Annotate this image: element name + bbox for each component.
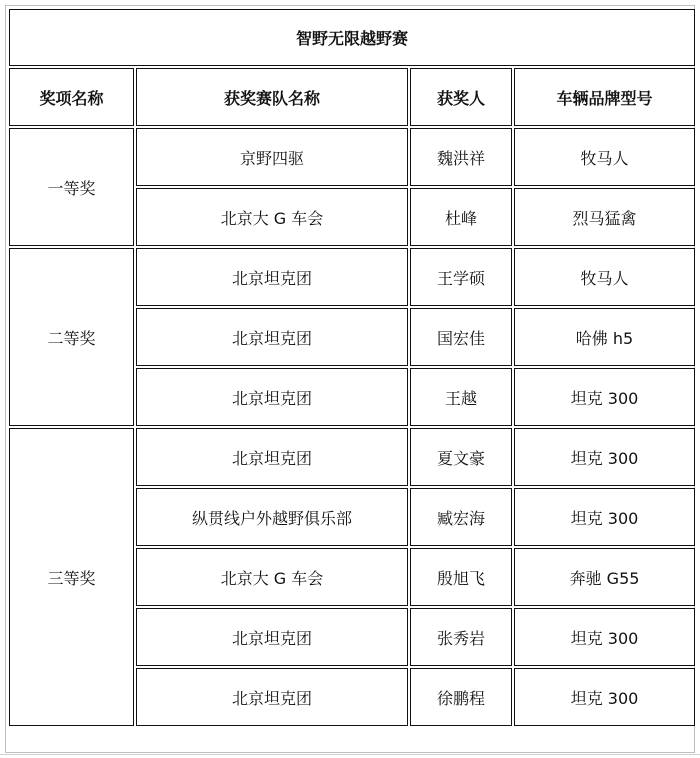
awards-table — [7, 7, 697, 728]
winner-cell: 臧宏海 — [410, 488, 512, 546]
team-cell: 北京坦克团 — [136, 248, 408, 306]
team-cell: 北京大 G 车会 — [136, 548, 408, 606]
award-name-third: 三等奖 — [9, 428, 134, 726]
table-row — [9, 428, 695, 486]
team-cell: 北京坦克团 — [136, 368, 408, 426]
vehicle-cell: 牧马人 — [514, 248, 695, 306]
winner-cell: 殷旭飞 — [410, 548, 512, 606]
vehicle-cell: 牧马人 — [514, 128, 695, 186]
header-vehicle: 车辆品牌型号 — [514, 68, 695, 126]
team-cell: 北京坦克团 — [136, 608, 408, 666]
winner-cell: 王越 — [410, 368, 512, 426]
team-cell: 北京坦克团 — [136, 668, 408, 726]
header-award-name: 奖项名称 — [9, 68, 134, 126]
vehicle-cell: 坦克 300 — [514, 368, 695, 426]
team-cell: 京野四驱 — [136, 128, 408, 186]
award-name-first: 一等奖 — [9, 128, 134, 246]
winner-cell: 国宏佳 — [410, 308, 512, 366]
vehicle-cell: 烈马猛禽 — [514, 188, 695, 246]
winner-cell: 杜峰 — [410, 188, 512, 246]
vehicle-cell: 坦克 300 — [514, 668, 695, 726]
title-row — [9, 9, 695, 66]
table-row — [9, 248, 695, 306]
team-cell: 北京坦克团 — [136, 308, 408, 366]
table-title: 智野无限越野赛 — [9, 9, 695, 66]
team-cell: 纵贯线户外越野俱乐部 — [136, 488, 408, 546]
vehicle-cell: 哈佛 h5 — [514, 308, 695, 366]
winner-cell: 夏文豪 — [410, 428, 512, 486]
team-cell: 北京大 G 车会 — [136, 188, 408, 246]
vehicle-cell: 奔驰 G55 — [514, 548, 695, 606]
award-name-second: 二等奖 — [9, 248, 134, 426]
winner-cell: 张秀岩 — [410, 608, 512, 666]
vehicle-cell: 坦克 300 — [514, 608, 695, 666]
vehicle-cell: 坦克 300 — [514, 428, 695, 486]
header-team-name: 获奖赛队名称 — [136, 68, 408, 126]
vehicle-cell: 坦克 300 — [514, 488, 695, 546]
winner-cell: 魏洪祥 — [410, 128, 512, 186]
team-cell: 北京坦克团 — [136, 428, 408, 486]
header-row — [9, 68, 695, 126]
header-winner: 获奖人 — [410, 68, 512, 126]
winner-cell: 王学硕 — [410, 248, 512, 306]
page-bottom-rule — [0, 754, 700, 755]
winner-cell: 徐鹏程 — [410, 668, 512, 726]
table-row — [9, 128, 695, 186]
